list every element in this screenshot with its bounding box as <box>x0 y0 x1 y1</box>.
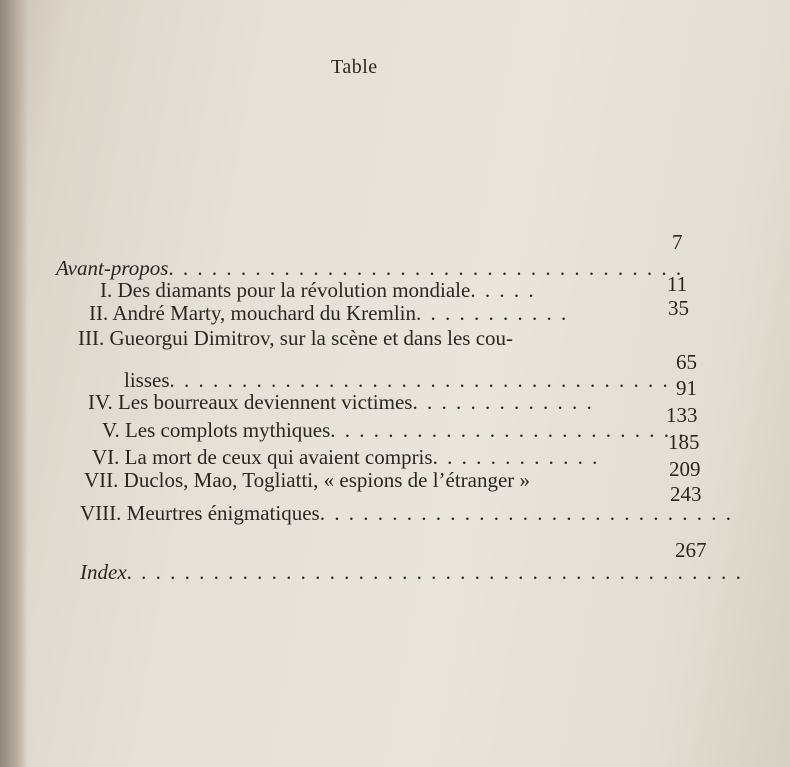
chapter-numeral: III. <box>78 326 105 350</box>
chapter-page-number: 35 <box>668 296 689 320</box>
page-title: Table <box>331 56 378 78</box>
leader-dots: . . . . . . . . . . . . <box>432 445 600 469</box>
leader-dots: . . . . . . . . . . . . . . . . . . . . . . . . . . . . . <box>319 501 733 525</box>
leader-dots: . . . . . . . . . . . . . <box>412 390 594 414</box>
chapter-title: Gueorgui Dimitrov, sur la scène et dans les cou- <box>109 326 514 350</box>
back-matter-entry <box>80 562 743 583</box>
chapter-page-number: 91 <box>676 376 697 400</box>
chapter-page-number: 65 <box>676 350 697 374</box>
chapter-numeral: II. <box>89 301 109 325</box>
toc-entry-continuation <box>124 370 670 391</box>
toc-entry <box>88 392 594 413</box>
chapter-numeral: I. <box>100 278 113 302</box>
back-matter-page-number: 267 <box>675 538 707 562</box>
chapter-page-number: 185 <box>668 430 700 454</box>
front-matter-page-number: 7 <box>672 230 683 254</box>
leader-dots: . . . . . . . . . . . . . . . . . . . . . . . . . <box>330 418 686 442</box>
chapter-title: Meurtres énigmatiques <box>126 501 320 525</box>
toc-entry <box>102 420 686 441</box>
leader-dots: . . . . . . . . . . . <box>415 301 569 325</box>
chapter-title: Les complots mythiques <box>124 418 331 442</box>
toc-entry <box>89 303 568 324</box>
leader-dots: . . . . . . . . . . . . . . . . . . . . . . . . . . . . . . . . . . . . <box>168 256 684 280</box>
leader-dots: . . . . . . . . . . . . . . . . . . . . . . . . . . . . . . . . . . . <box>169 368 670 392</box>
back-matter-label: Index <box>80 560 127 584</box>
toc-entry <box>100 280 536 301</box>
chapter-numeral: VII. <box>84 468 119 492</box>
chapter-title-continuation: lisses <box>124 368 170 392</box>
chapter-page-number: 11 <box>667 272 688 296</box>
front-matter-label: Avant-propos <box>56 256 169 280</box>
chapter-numeral: VI. <box>92 445 120 469</box>
chapter-title: Des diamants pour la révolution mondiale <box>117 278 471 302</box>
toc-entry <box>84 470 530 491</box>
chapter-title: Les bourreaux deviennent victimes <box>117 390 413 414</box>
chapter-title: André Marty, mouchard du Kremlin <box>112 301 416 325</box>
toc-entry <box>92 447 599 468</box>
chapter-title: La mort de ceux qui avaient compris <box>124 445 433 469</box>
chapter-numeral: V. <box>102 418 120 442</box>
page-gutter <box>0 0 28 767</box>
chapter-numeral: VIII. <box>80 501 122 525</box>
leader-dots: . . . . . . . . . . . . . . . . . . . . . . . . . . . . . . . . . . . . . . . . . . . <box>126 560 743 584</box>
leader-dots: . . . . . <box>470 278 536 302</box>
front-matter-entry <box>56 258 683 279</box>
chapter-title: Duclos, Mao, Togliatti, « espions de l’étranger » <box>123 468 531 492</box>
chapter-page-number: 243 <box>670 482 702 506</box>
chapter-numeral: IV. <box>88 390 113 414</box>
chapter-page-number: 133 <box>666 403 698 427</box>
toc-entry <box>80 503 733 524</box>
chapter-page-number: 209 <box>669 457 701 481</box>
toc-entry <box>78 328 513 349</box>
